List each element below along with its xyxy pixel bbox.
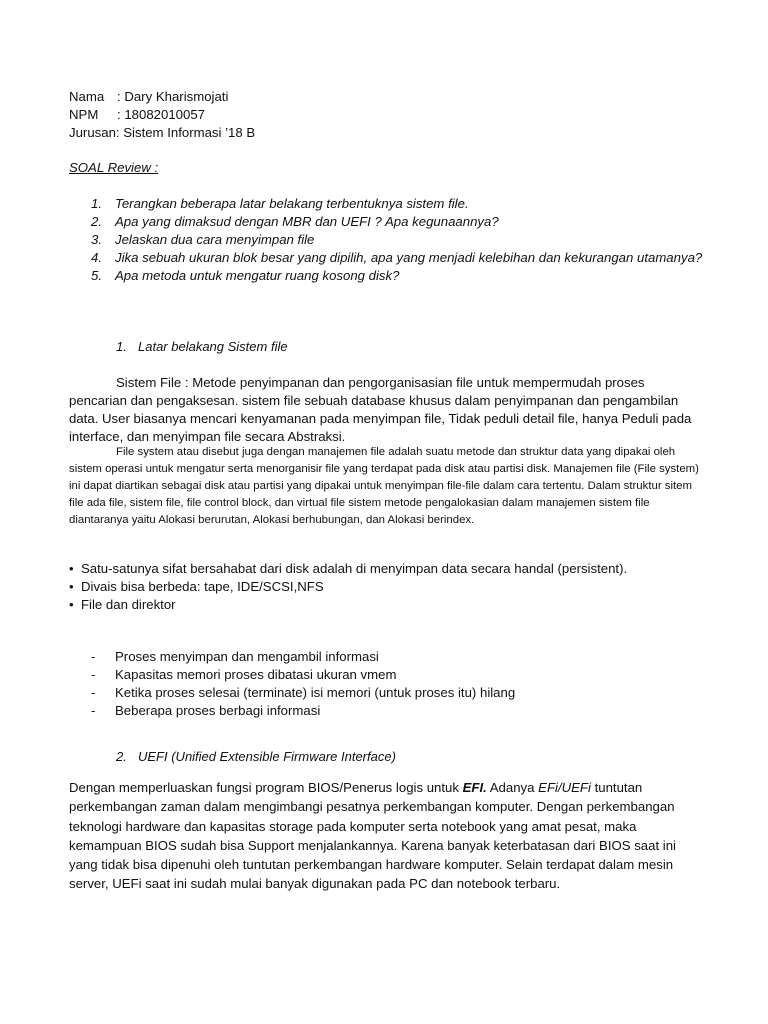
npm-value: : 18082010057 [117, 107, 206, 122]
bullet-item: • Satu-satunya sifat bersahabat dari disk adalah di menyimpan data secara handal (persistent). [69, 561, 628, 576]
paragraph-text: Sistem File : Metode penyimpanan dan pengorganisasian file untuk mempermudah proses pencarian dan pengaksesan. sistem file sebuah database khusus dalam penyimpanan dan pengambilan data. User biasanya mencari kenyamanan pada menyimpan file, Tidak peduli detail file, hanya Peduli pada interface, dan menyimpan file secara Abstraksi. [69, 375, 692, 444]
name-line [69, 88, 706, 106]
question-item [69, 195, 706, 213]
question-number: 1. [91, 196, 102, 211]
dash-icon: - [91, 685, 96, 700]
dash-icon: - [91, 703, 96, 718]
name-label: Nama [69, 89, 105, 104]
question-text: Apa yang dimaksud dengan MBR dan UEFI ? Apa kegunaannya? [115, 214, 499, 229]
section-2-paragraph: Dengan memperluaskan fungsi program BIOS/Penerus logis untuk EFI. Adanya EFi/UEFi tuntutan perkembangan zaman dalam mengimbangi pesatnya perkembangan komputer. Dengan perkembangan teknologi hardware dan kapasitas storage pada komputer serta notebook yang amat pesat, maka kemampuan BIOS sudah bisa Support menjalankannya. Karena banyak keterbatasan dari BIOS saat ini yang tidak bisa dipenuhi oleh tuntutan perkembangan hardware komputer. Selain terdapat dalam mesin server, UEFi saat ini sudah mulai banyak digunakan pada PC dan notebook terbaru. [69, 780, 676, 892]
name-value: : Dary Kharismojati [117, 89, 229, 104]
dash-item: - Ketika proses selesai (terminate) isi memori (untuk proses itu) hilang [69, 684, 706, 702]
section-1-bullets [69, 560, 706, 614]
dash-item: - Kapasitas memori proses dibatasi ukuran vmem [69, 666, 706, 684]
dash-item: - Proses menyimpan dan mengambil informasi [69, 648, 706, 666]
question-number: 4. [91, 250, 102, 265]
question-text: Terangkan beberapa latar belakang terbentuknya sistem file. [115, 196, 469, 211]
question-item [69, 231, 706, 249]
section-1-dash-list [69, 648, 706, 720]
npm-line [69, 106, 706, 124]
npm-label: NPM [69, 107, 99, 122]
review-heading-block [69, 159, 706, 177]
dash-icon: - [91, 649, 96, 664]
efi-emphasis: EFI. [462, 780, 487, 795]
bullet-icon: • [69, 597, 74, 612]
identity-block [69, 88, 706, 142]
section-1-number: 1. [116, 339, 127, 354]
bullet-icon: • [69, 561, 74, 576]
dash-icon: - [91, 667, 96, 682]
question-text: Apa metoda untuk mengatur ruang kosong disk? [115, 268, 400, 283]
bullet-list [69, 560, 706, 614]
section-1-paragraph-2 [69, 444, 706, 529]
bullet-item: • Divais bisa berbeda: tape, IDE/SCSI,NFS [69, 579, 324, 594]
question-list [69, 195, 706, 285]
section-1-title: Latar belakang Sistem file [138, 339, 288, 354]
questions-block [69, 195, 706, 285]
question-number: 2. [91, 214, 102, 229]
bullet-item: • File dan direktor [69, 597, 176, 612]
section-2-number: 2. [116, 749, 127, 764]
section-2-heading [116, 748, 396, 766]
question-text: Jelaskan dua cara menyimpan file [115, 232, 315, 247]
paragraph-text: File system atau disebut juga dengan manajemen file adalah suatu metode dan struktur data yang dipakai oleh sistem operasi untuk mengatur serta menorganisir file yang terdapat pada disk atau partisi disk. Manajemen file (File system) ini dapat diartikan sebagai disk atau partisi yang dipakai untuk menyimpan file-file dalam cara tertentu. Dalam struktur sitem file ada file, sistem file, file control block, dan virtual file sistem metode pengalokasian dalam manajemen sistem file diantaranya yaitu Alokasi berurutan, Alokasi berhubungan, dan Alokasi berindex. [69, 446, 699, 526]
bullet-icon: • [69, 579, 74, 594]
section-2-title: UEFI (Unified Extensible Firmware Interface) [138, 749, 396, 764]
question-number: 3. [91, 232, 102, 247]
section-1-heading [116, 338, 288, 356]
section-1-paragraph-1 [69, 374, 706, 446]
review-title: SOAL Review : [69, 160, 159, 175]
question-item [69, 267, 706, 285]
question-item [69, 213, 706, 231]
efi-uefi-emphasis: EFi/UEFi [538, 780, 591, 795]
jurusan-line: Jurusan: Sistem Informasi ’18 B [69, 125, 256, 140]
question-text: Jika sebuah ukuran blok besar yang dipilih, apa yang menjadi kelebihan dan kekurangan utamanya? [115, 250, 703, 265]
question-item [69, 249, 706, 267]
dash-item: - Beberapa proses berbagi informasi [69, 702, 706, 720]
question-number: 5. [91, 268, 102, 283]
dash-list [69, 648, 706, 720]
